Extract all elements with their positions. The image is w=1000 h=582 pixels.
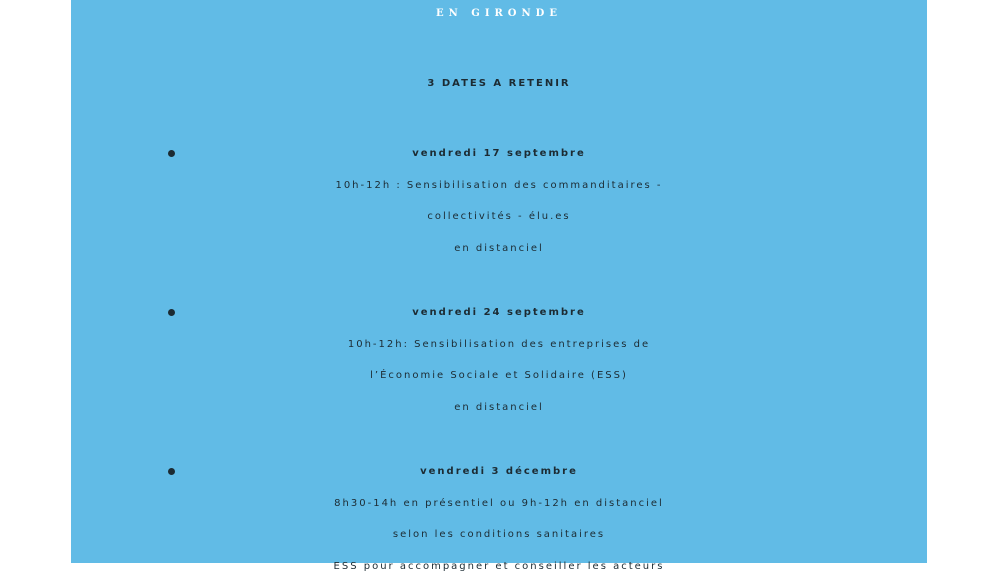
event-line: 10h-12h: Sensibilisation des entreprises de — [71, 329, 927, 361]
bullet-icon — [168, 150, 175, 157]
event-line: en distanciel — [71, 233, 927, 265]
event-line: l’Économie Sociale et Solidaire (ESS) — [71, 360, 927, 392]
event-line: ESS pour accompagner et conseiller les acteurs — [71, 551, 927, 582]
event-item — [71, 297, 927, 423]
event-date: vendredi 24 septembre — [71, 297, 927, 329]
event-date: vendredi 17 septembre — [71, 138, 927, 170]
event-line: en distanciel — [71, 392, 927, 424]
event-date: vendredi 3 décembre — [71, 456, 927, 488]
event-line: collectivités - élu.es — [71, 201, 927, 233]
bullet-icon — [168, 468, 175, 475]
event-line: 10h-12h : Sensibilisation des commanditaires - — [71, 170, 927, 202]
event-line: 8h30-14h en présentiel ou 9h-12h en distanciel — [71, 488, 927, 520]
flyer-subtitle: 3 DATES A RETENIR — [71, 68, 927, 100]
event-line: selon les conditions sanitaires — [71, 519, 927, 551]
flyer-panel — [71, 0, 927, 563]
bullet-icon — [168, 309, 175, 316]
flyer-title: EN GIRONDE — [71, 0, 927, 44]
event-item — [71, 456, 927, 582]
event-item — [71, 138, 927, 264]
